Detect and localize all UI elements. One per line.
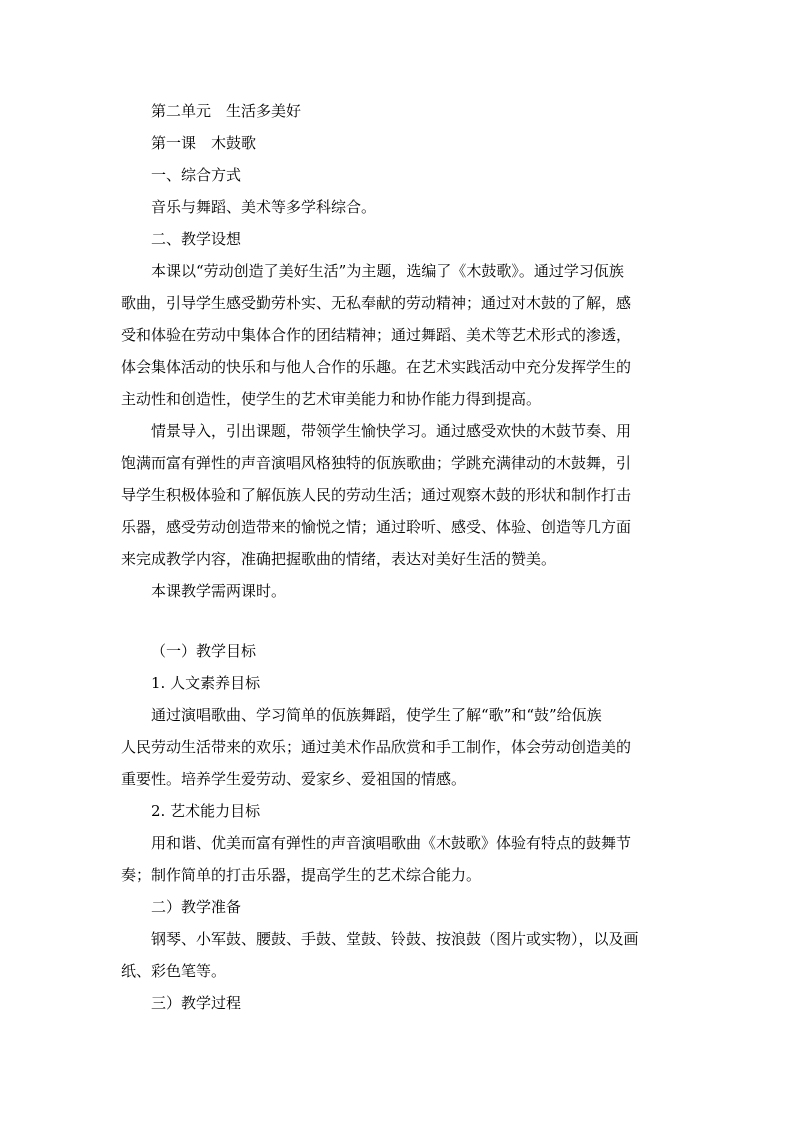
lesson-duration: 本课教学需两课时。 (151, 582, 287, 600)
paragraph-line: 用和谐、优美而富有弹性的声音演唱歌曲《木鼓歌》体验有特点的鼓舞节 (151, 834, 632, 852)
section-title-preparation: 二）教学准备 (151, 898, 242, 916)
paragraph-line: 本课以“劳动创造了美好生活”为主题，选编了《木鼓歌》。通过学习佤族 (151, 262, 624, 280)
section-title-process: 三）教学过程 (151, 994, 242, 1012)
paragraph-line: 体会集体活动的快乐和与他人合作的乐趣。在艺术实践活动中充分发挥学生的 (121, 358, 632, 376)
paragraph-line: 主动性和创造性，使学生的艺术审美能力和协作能力得到提高。 (121, 390, 542, 408)
paragraph-line: 来完成教学内容，准确把握歌曲的情绪，表达对美好生活的赞美。 (121, 550, 557, 568)
unit-heading: 第二单元 生活多美好 (151, 102, 302, 120)
paragraph-line: 钢琴、小军鼓、腰鼓、手鼓、堂鼓、铃鼓、按浪鼓（图片或实物），以及画 (151, 930, 639, 948)
goal-title-humanities: 1. 人文素养目标 (151, 674, 261, 692)
paragraph-line: 歌曲，引导学生感受勤劳朴实、无私奉献的劳动精神；通过对木鼓的了解，感 (121, 294, 632, 312)
section-title-integration: 一、综合方式 (151, 166, 242, 184)
paragraph-line: 乐器，感受劳动创造带来的愉悦之情；通过聆听、感受、体验、创造等几方面 (121, 518, 632, 536)
section-title-design: 二、教学设想 (151, 230, 242, 248)
goal-title-art: 2. 艺术能力目标 (151, 802, 261, 820)
paragraph-line: 人民劳动生活带来的欢乐；通过美术作品欣赏和手工制作，体会劳动创造美的 (121, 738, 632, 756)
paragraph-line: 受和体验在劳动中集体合作的团结精神；通过舞蹈、美术等艺术形式的渗透， (121, 326, 632, 344)
section-body-integration: 音乐与舞蹈、美术等多学科综合。 (151, 198, 377, 216)
paragraph-line: 情景导入，引出课题，带领学生愉快学习。通过感受欢快的木鼓节奏、用 (151, 422, 632, 440)
lesson-heading: 第一课 木鼓歌 (151, 134, 257, 152)
paragraph-line: 饱满而富有弹性的声音演唱风格独特的佤族歌曲；学跳充满律动的木鼓舞，引 (121, 454, 632, 472)
paragraph-line: 奏；制作简单的打击乐器，提高学生的艺术综合能力。 (121, 866, 482, 884)
paragraph-line: 通过演唱歌曲、学习简单的佤族舞蹈，使学生了解“歌”和“鼓”给佤族 (151, 706, 602, 724)
section-title-goals: （一）教学目标 (151, 642, 257, 660)
paragraph-line: 导学生积极体验和了解佤族人民的劳动生活；通过观察木鼓的形状和制作打击 (121, 486, 632, 504)
paragraph-line: 重要性。培养学生爱劳动、爱家乡、爱祖国的情感。 (121, 770, 467, 788)
paragraph-line: 纸、彩色笔等。 (121, 962, 227, 980)
